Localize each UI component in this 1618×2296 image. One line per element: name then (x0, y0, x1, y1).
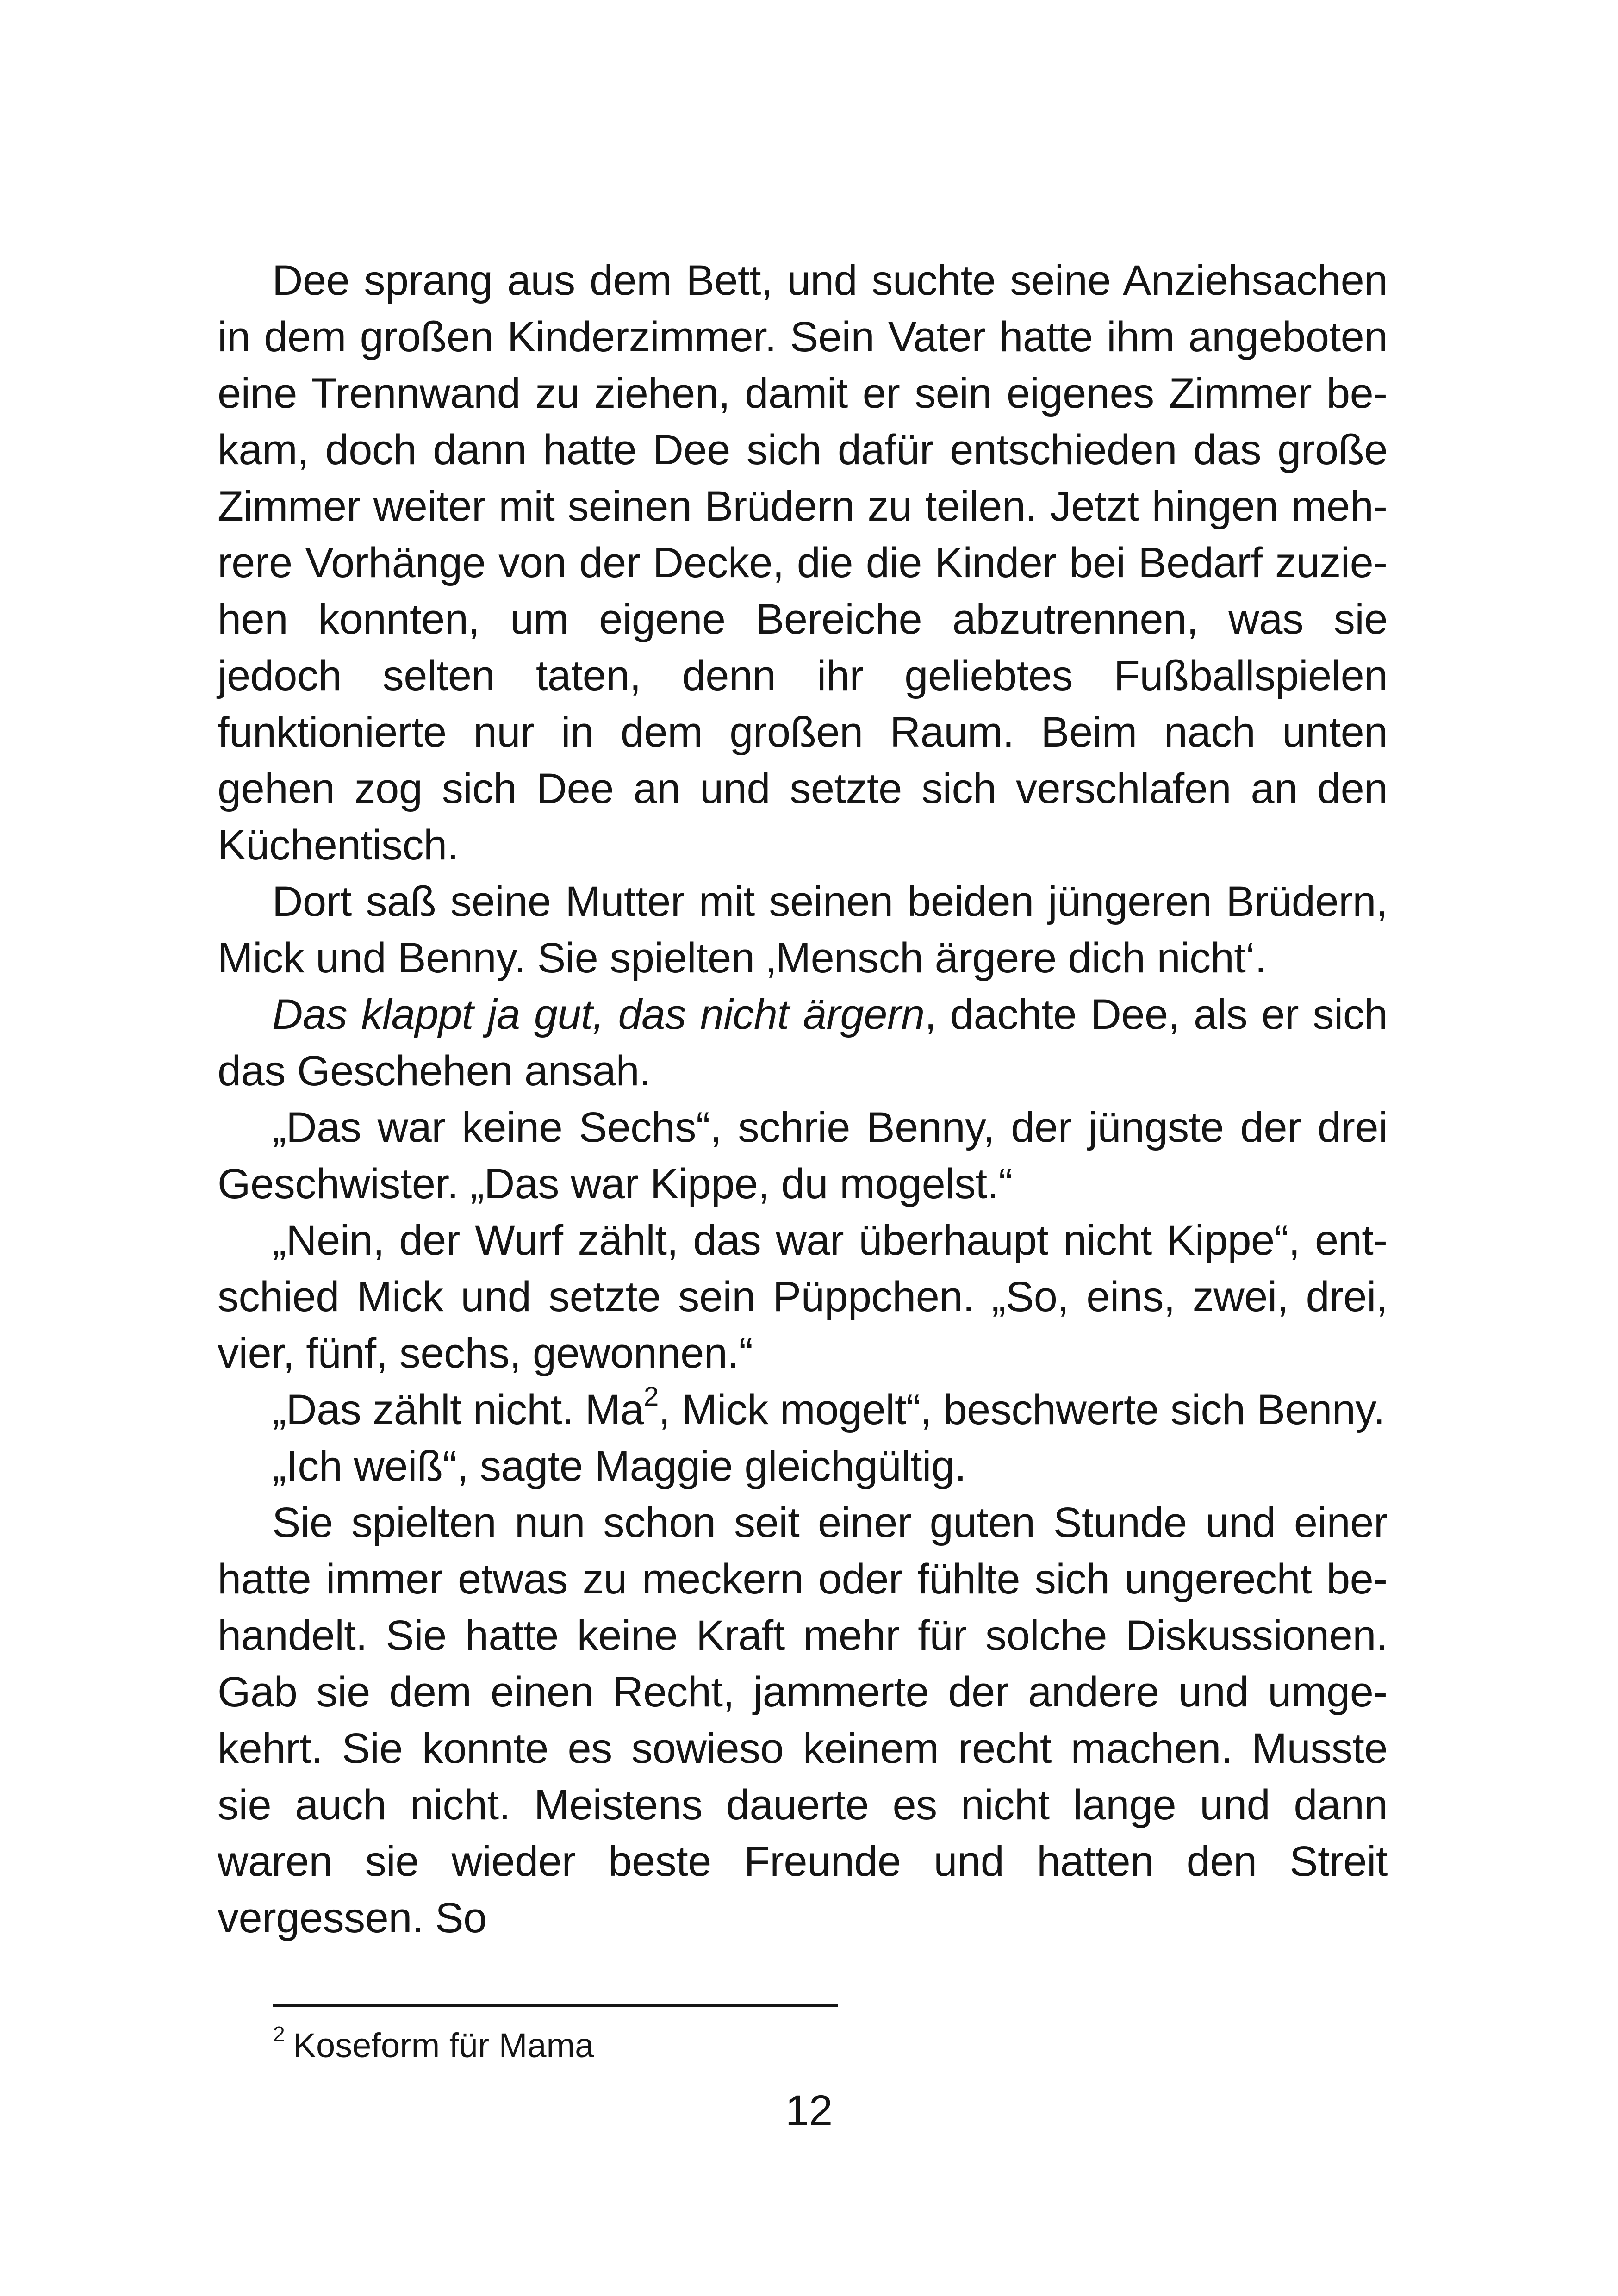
paragraph-2: Dort saß seine Mutter mit seinen beiden jüngeren Brüdern, Mick und Benny. Sie spielten ‚Mensch ärgere dich nicht‘. (218, 878, 1388, 982)
footnote-text: Koseform für Mama (293, 2026, 594, 2065)
paragraph-3-rest: , dachte Dee, als er sich das Geschehen ansah. (218, 991, 1388, 1095)
footnote-reference: 2 (643, 1381, 659, 1412)
paragraph-3-italic-thought: Das klappt ja gut, das nicht ärgern (272, 991, 925, 1038)
paragraph-6-before: „Das zählt nicht. Ma (272, 1386, 644, 1433)
paragraph-8: Sie spielten nun schon seit einer guten Stunde und einer hatte immer etwas zu meckern oder fühlte sich ungerecht behandelt. Sie hatte keine Kraft mehr für solche Diskussionen. Gab sie dem einen Recht, jammerte der andere und umgekehrt. Sie konnte es sowieso keinem recht machen. Musste sie auch nicht. Meistens dauerte es nicht lange und dann waren sie wieder beste Freunde und hatten den Streit vergessen. So (218, 1499, 1388, 1941)
paragraph-3 (218, 986, 1388, 1099)
footnote-divider (273, 2004, 838, 2007)
paragraph-6 (218, 1381, 1388, 1438)
paragraph-4: „Das war keine Sechs“, schrie Benny, der jüngste der drei Geschwister. „Das war Kippe, du mogelst.“ (218, 1104, 1388, 1207)
footnote (273, 2022, 594, 2069)
footnote-mark: 2 (273, 2022, 285, 2046)
paragraph-1: Dee sprang aus dem Bett, und suchte seine Anziehsachen in dem großen Kinderzimmer. Sein Vater hatte ihm angeboten eine Trennwand zu ziehen, damit er sein eigenes Zimmer bekam, doch dann hatte Dee sich dafür entschieden das große Zimmer weiter mit seinen Brüdern zu teilen. Jetzt hingen mehrere Vorhänge von der Decke, die die Kinder bei Bedarf zuziehen konnten, um eigene Bereiche abzutrennen, was sie jedoch selten taten, denn ihr geliebtes Fußballspielen funktionierte nur in dem großen Raum. Beim nach unten gehen zog sich Dee an und setzte sich verschlafen an den Küchentisch. (218, 257, 1388, 869)
page-number: 12 (785, 2087, 833, 2134)
paragraph-6-after: , Mick mogelt“, beschwerte sich Benny. (658, 1386, 1385, 1433)
body-text (218, 252, 1388, 1946)
paragraph-5: „Nein, der Wurf zählt, das war überhaupt nicht Kippe“, entschied Mick und setzte sein Püppchen. „So, eins, zwei, drei, vier, fünf, sechs, gewonnen.“ (218, 1217, 1388, 1377)
paragraph-7: „Ich weiß“, sagte Maggie gleichgültig. (272, 1443, 966, 1490)
